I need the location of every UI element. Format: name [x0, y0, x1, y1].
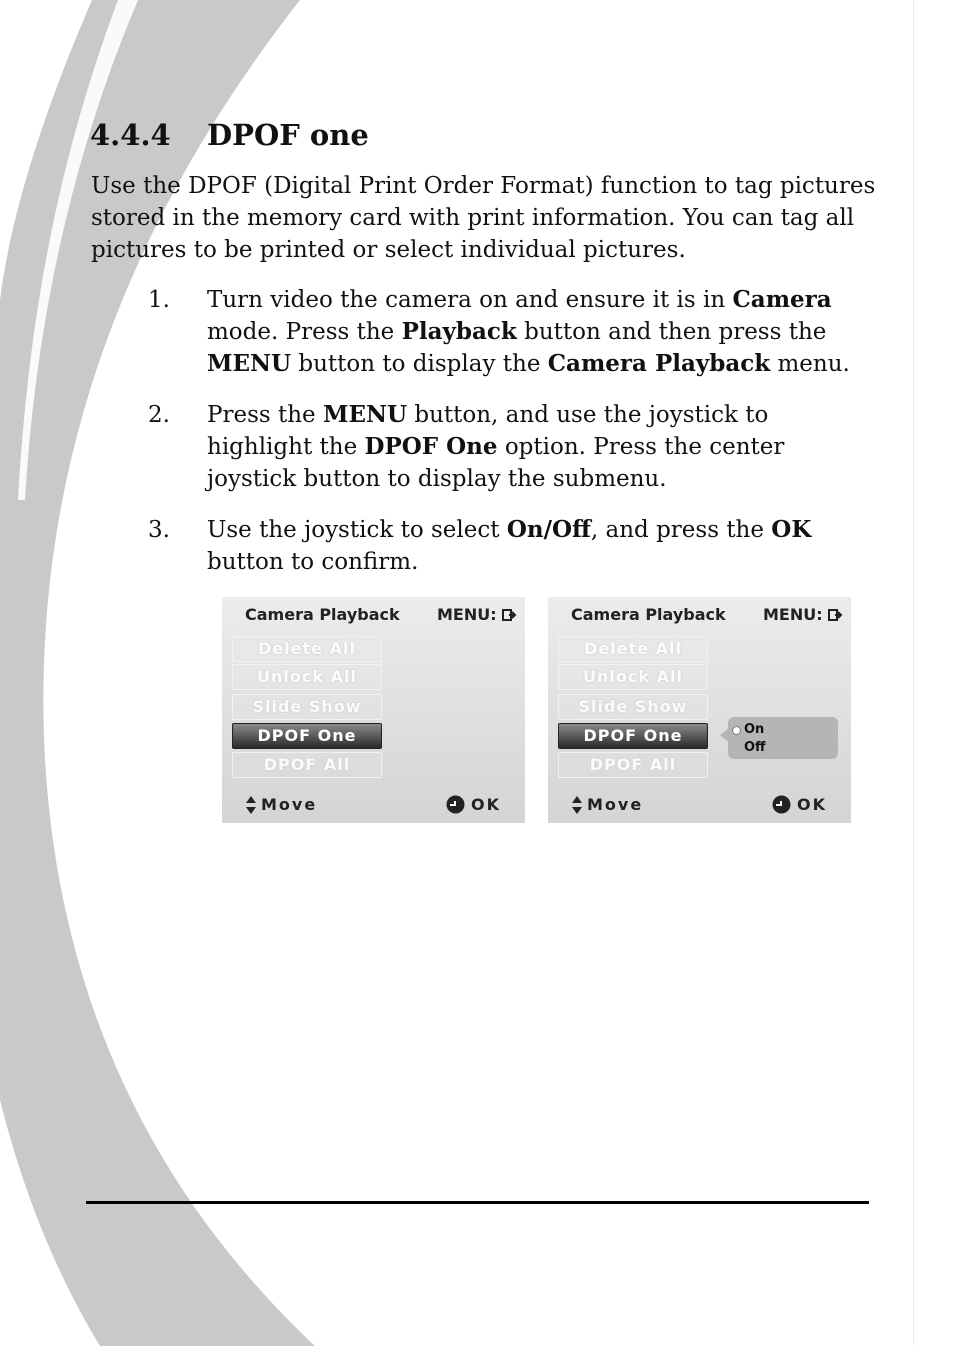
up-down-arrow-icon: [246, 796, 256, 814]
screen-title: Camera Playback: [571, 605, 726, 624]
menu-item-slide-show: Slide Show: [558, 694, 708, 720]
section-title: DPOF one: [207, 118, 369, 152]
ok-button-icon: [446, 795, 465, 814]
footer-ok-label: OK: [797, 795, 827, 814]
menu-item-slide-show: Slide Show: [232, 694, 382, 720]
footer-move-label: Move: [261, 795, 318, 814]
page-edge-line: [913, 0, 914, 1346]
camera-screen-submenu: [548, 597, 851, 823]
menu-item-delete-all: Delete All: [232, 636, 382, 662]
text-run: Turn video the camera on and ensure it is in: [207, 287, 733, 313]
bold-term: MENU: [207, 350, 292, 377]
exit-icon: [502, 608, 517, 622]
bold-term: MENU: [322, 401, 408, 428]
text-run: button to confirm.: [207, 549, 419, 575]
text-run: Press the: [207, 402, 323, 428]
text-run: option. Press the center joystick button to display the submenu.: [207, 434, 785, 492]
footer-rule: [86, 1201, 869, 1204]
text-run: menu.: [770, 351, 850, 377]
bold-term: OK: [771, 516, 812, 543]
step-number: 3.: [148, 517, 170, 543]
screen-title: Camera Playback: [245, 605, 400, 624]
menu-label: MENU:: [763, 605, 823, 624]
step-number: 1.: [148, 287, 170, 313]
intro-paragraph: Use the DPOF (Digital Print Order Format) function to tag pictures stored in the memory card with print information. You can tag all pictures to be printed or select individual pictures.: [91, 173, 876, 263]
menu-item-dpof-all: DPOF All: [232, 752, 382, 778]
submenu-option-on: On: [744, 722, 765, 737]
ok-button-icon: [772, 795, 791, 814]
menu-item-unlock-all: Unlock All: [558, 664, 708, 690]
bold-term: DPOF One: [364, 433, 498, 460]
section-number: 4.4.4: [90, 118, 171, 152]
exit-icon: [828, 608, 843, 622]
menu-item-dpof-one: DPOF One: [232, 723, 382, 749]
footer-ok-label: OK: [471, 795, 501, 814]
camera-screen-menu: [222, 597, 525, 823]
up-down-arrow-icon: [572, 796, 582, 814]
bold-term: On/Off: [506, 516, 591, 543]
text-run: button to display the: [291, 351, 548, 377]
text-run: button, and use the joystick to highlight the: [207, 402, 769, 460]
menu-item-dpof-one: DPOF One: [558, 723, 708, 749]
section-heading: [90, 118, 369, 152]
text-run: mode. Press the: [207, 319, 402, 345]
text-run: button and then press the: [516, 319, 827, 345]
menu-item-unlock-all: Unlock All: [232, 664, 382, 690]
menu-item-dpof-all: DPOF All: [558, 752, 708, 778]
bold-term: Camera: [732, 286, 832, 313]
bold-term: Playback: [401, 318, 517, 345]
footer-move-label: Move: [587, 795, 644, 814]
menu-label: MENU:: [437, 605, 497, 624]
step-text: [207, 514, 867, 578]
step-number: 2.: [148, 402, 170, 428]
radio-selected-icon: [732, 726, 741, 735]
text-run: , and press the: [590, 517, 772, 543]
bold-term: Camera Playback: [547, 350, 771, 377]
step-text: [207, 284, 867, 380]
menu-item-delete-all: Delete All: [558, 636, 708, 662]
text-run: Use the joystick to select: [207, 517, 507, 543]
step-text: [207, 399, 867, 495]
submenu-option-off: Off: [744, 740, 766, 755]
